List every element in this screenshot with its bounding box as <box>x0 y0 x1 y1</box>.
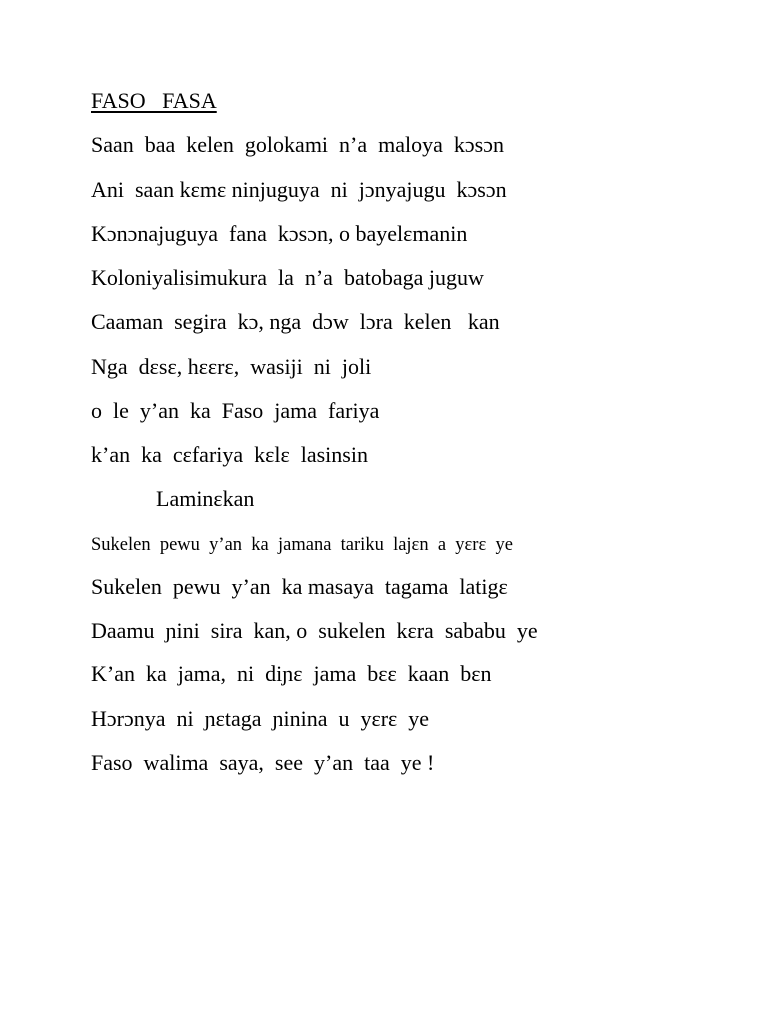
poem-line-5: Caaman segira kɔ, nga dɔw lɔra kelen kan <box>91 309 500 334</box>
poem-line-7: o le y’an ka Faso jama fariya <box>91 398 380 423</box>
poem-line-13: K’an ka jama, ni diɲɛ jama bɛɛ kaan bɛn <box>91 661 492 686</box>
poem-line-12: Daamu ɲini sira kan, o sukelen kɛra sababu ye <box>91 618 538 643</box>
poem-line-6: Nga dɛsɛ, hɛɛrɛ, wasiji ni joli <box>91 354 372 379</box>
poem-line-11: Sukelen pewu y’an ka masaya tagama latigɛ <box>91 574 508 599</box>
poem-line-1: Saan baa kelen golokami n’a maloya kɔsɔn <box>91 132 504 157</box>
refrain-heading: Laminɛkan <box>156 486 255 511</box>
poem-line-4: Koloniyalisimukura la n’a batobaga juguw <box>91 265 484 290</box>
poem-line-15: Faso walima saya, see y’an taa ye ! <box>91 750 435 775</box>
poem-line-8: k’an ka cɛfariya kɛlɛ lasinsin <box>91 442 368 467</box>
poem-line-14: Hɔrɔnya ni ɲɛtaga ɲinina u yɛrɛ ye <box>91 706 430 731</box>
poem-title: FASO FASA <box>91 88 217 113</box>
poem-line-10: Sukelen pewu y’an ka jamana tariku lajɛn a yɛrɛ ye <box>91 535 513 555</box>
poem-line-2: Ani saan kɛmɛ ninjuguya ni jɔnyajugu kɔsɔn <box>91 177 507 202</box>
poem-line-3: Kɔnɔnajuguya fana kɔsɔn, o bayelɛmanin <box>91 221 468 246</box>
